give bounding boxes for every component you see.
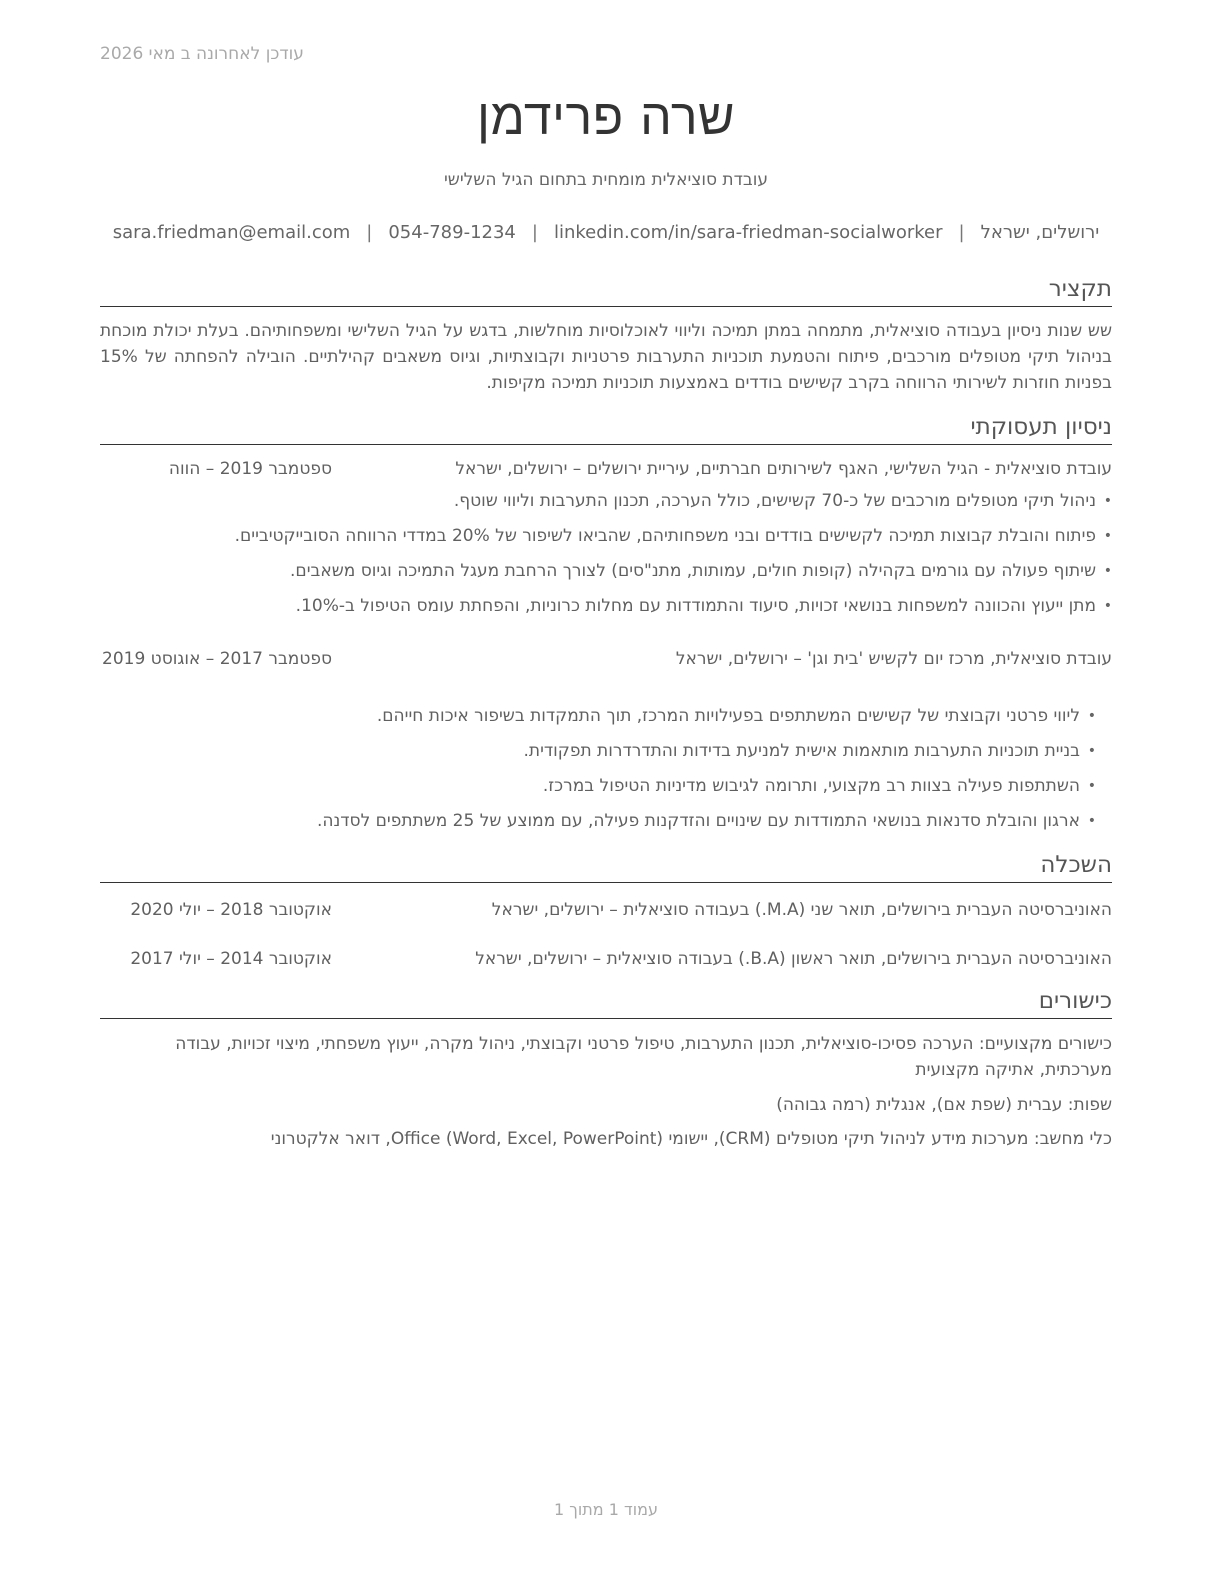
experience-heading: ניסיון תעסוקתי <box>100 412 1112 445</box>
candidate-title: עובדת סוציאלית מומחית בתחום הגיל השלישי <box>444 170 768 190</box>
list-item: • בניית תוכניות התערבות מותאמות אישית למניעת בדידות והתדרדרות תפקודית. <box>100 738 1112 764</box>
job-bullets <box>100 703 1112 843</box>
contact-line <box>100 222 1112 243</box>
education-dates: אוקטובר 2014 – יולי 2017 <box>130 949 332 969</box>
contact-phone[interactable]: 054-789-1234 <box>388 222 516 243</box>
candidate-name: שרה פרידמן <box>476 88 736 146</box>
job-dates: ספטמבר 2019 – הווה <box>168 459 332 479</box>
education-heading: השכלה <box>100 850 1112 883</box>
list-item: • ניהול תיקי מטופלים מורכבים של כ-70 קשישים, כולל הערכה, תכנון התערבות וליווי שוטף. <box>100 488 1112 514</box>
list-item: • מתן ייעוץ והכוונה למשפחות בנושאי זכויות, סיעוד והתמודדות עם מחלות כרוניות, והפחתת עומס הטיפול ב-10%. <box>100 593 1112 619</box>
list-item: • השתתפות פעילה בצוות רב מקצועי, ותרומה לגיבוש מדיניות הטיפול במרכז. <box>100 773 1112 799</box>
summary-heading: תקציר <box>100 274 1112 307</box>
skills-professional: כישורים מקצועיים: הערכה פסיכו-סוציאלית, תכנון התערבות, טיפול פרטני וקבוצתי, ניהול מקרה, ייעוץ משפחתי, מיצוי זכויות, עבודה מערכתית, אתיקה מקצועית <box>175 1034 1112 1080</box>
list-item: • ארגון והובלת סדנאות בנושאי התמודדות עם שינויים והזדקנות פעילה, עם ממוצע של 25 משתתפים לסדנה. <box>100 808 1112 834</box>
education-school: האוניברסיטה העברית בירושלים, תואר שני (M.A.) בעבודה סוציאלית – ירושלים, ישראל <box>491 900 1112 920</box>
skills-heading: כישורים <box>100 986 1112 1019</box>
job-role: עובדת סוציאלית - הגיל השלישי, האגף לשירותים חברתיים, עיריית ירושלים – ירושלים, ישראל <box>455 459 1112 479</box>
contact-location: ירושלים, ישראל <box>980 222 1100 243</box>
page-number: עמוד 1 מתוך 1 <box>554 1500 658 1519</box>
resume-page <box>100 0 1112 1584</box>
job-bullets <box>100 488 1112 628</box>
job-dates: ספטמבר 2017 – אוגוסט 2019 <box>102 649 332 669</box>
list-item: • שיתוף פעולה עם גורמים בקהילה (קופות חולים, עמותות, מתנ"סים) לצורך הרחבת מעגל התמיכה וגיוס משאבים. <box>100 558 1112 584</box>
skills-computer: כלי מחשב: מערכות מידע לניהול תיקי מטופלים (CRM), יישומי Office (Word, Excel, PowerPoint), דואר אלקטרוני <box>270 1129 1112 1149</box>
job-role: עובדת סוציאלית, מרכז יום לקשיש 'בית וגן' – ירושלים, ישראל <box>675 649 1112 669</box>
list-item: • ליווי פרטני וקבוצתי של קשישים המשתתפים בפעילויות המרכז, תוך התמקדות בשיפור איכות חייהם. <box>100 703 1112 729</box>
contact-linkedin[interactable]: linkedin.com/in/sara-friedman-socialworker <box>553 222 943 243</box>
summary-text: שש שנות ניסיון בעבודה סוציאלית, מתמחה במתן תמיכה וליווי לאוכלוסיות מוחלשות, בדגש על הגיל השלישי ומשפחותיהם. בעלת יכולת מוכחת בניהול תיקי מטופלים מורכבים, פיתוח והטמעת תוכניות התערבות פרטניות וקבוצתיות, וגיוס משאבים קהילתיים. הובילה להפחתה של 15% בפניות חוזרות לשירותי הרווחה בקרב קשישים בודדים באמצעות תוכניות תמיכה מקיפות. <box>100 321 1112 393</box>
skills-languages: שפות: עברית (שפת אם), אנגלית (רמה גבוהה) <box>776 1095 1112 1115</box>
contact-separator: | <box>958 222 965 243</box>
contact-separator: | <box>366 222 373 243</box>
last-updated: עודכן לאחרונה ב מאי 2026 <box>100 44 304 64</box>
contact-email[interactable]: sara.friedman@email.com <box>112 222 351 243</box>
education-school: האוניברסיטה העברית בירושלים, תואר ראשון (B.A.) בעבודה סוציאלית – ירושלים, ישראל <box>475 949 1112 969</box>
list-item: • פיתוח והובלת קבוצות תמיכה לקשישים בודדים ובני משפחותיהם, שהביאו לשיפור של 20% במדדי הרווחה הסובייקטיביים. <box>100 523 1112 549</box>
education-dates: אוקטובר 2018 – יולי 2020 <box>130 900 332 920</box>
contact-separator: | <box>531 222 538 243</box>
